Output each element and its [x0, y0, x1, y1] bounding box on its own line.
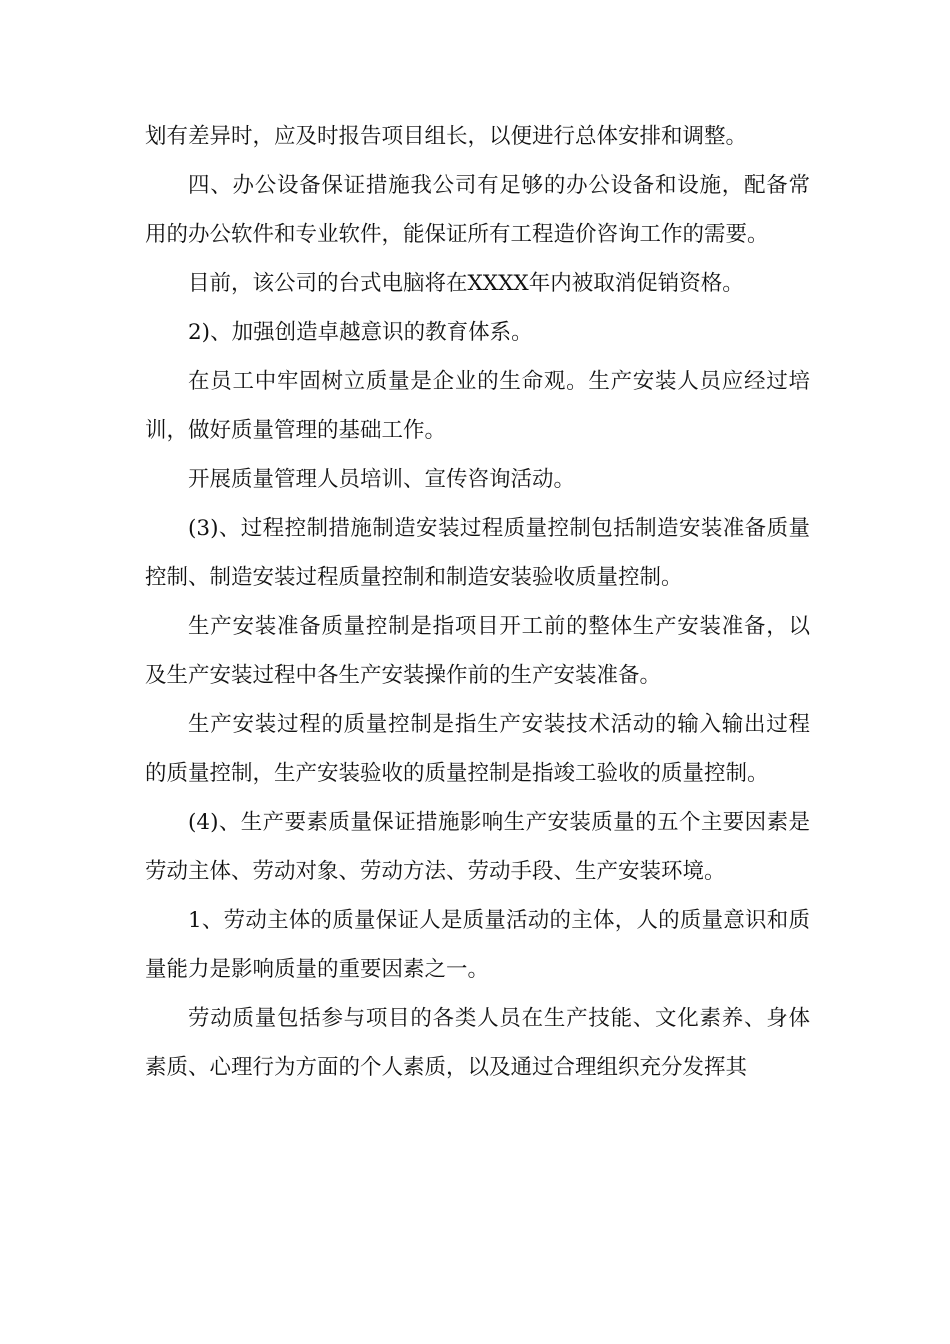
paragraph-8: 生产安装准备质量控制是指项目开工前的整体生产安装准备，以及生产安装过程中各生产安装操作前的生产安装准备。	[145, 614, 810, 688]
document-body	[145, 112, 810, 1092]
paragraph-9: 生产安装过程的质量控制是指生产安装技术活动的输入输出过程的质量控制，生产安装验收的质量控制是指竣工验收的质量控制。	[145, 712, 810, 786]
paragraph-11: 1、劳动主体的质量保证人是质量活动的主体，人的质量意识和质量能力是影响质量的重要因素之一。	[145, 908, 810, 982]
paragraph-1: 划有差异时，应及时报告项目组长，以便进行总体安排和调整。	[145, 124, 748, 149]
paragraph-12: 劳动质量包括参与项目的各类人员在生产技能、文化素养、身体素质、心理行为方面的个人素质，以及通过合理组织充分发挥其	[145, 1006, 810, 1080]
paragraph-4: 2)、加强创造卓越意识的教育体系。	[188, 320, 533, 345]
paragraph-6: 开展质量管理人员培训、宣传咨询活动。	[188, 467, 576, 492]
paragraph-7: (3)、过程控制措施制造安装过程质量控制包括制造安装准备质量控制、制造安装过程质量控制和制造安装验收质量控制。	[145, 516, 810, 590]
paragraph-10: (4)、生产要素质量保证措施影响生产安装质量的五个主要因素是劳动主体、劳动对象、劳动方法、劳动手段、生产安装环境。	[145, 810, 810, 884]
paragraph-2: 四、办公设备保证措施我公司有足够的办公设备和设施，配备常用的办公软件和专业软件，能保证所有工程造价咨询工作的需要。	[145, 173, 810, 247]
paragraph-3: 目前，该公司的台式电脑将在XXXX年内被取消促销资格。	[188, 271, 744, 296]
paragraph-5: 在员工中牢固树立质量是企业的生命观。生产安装人员应经过培训，做好质量管理的基础工作。	[145, 369, 810, 443]
